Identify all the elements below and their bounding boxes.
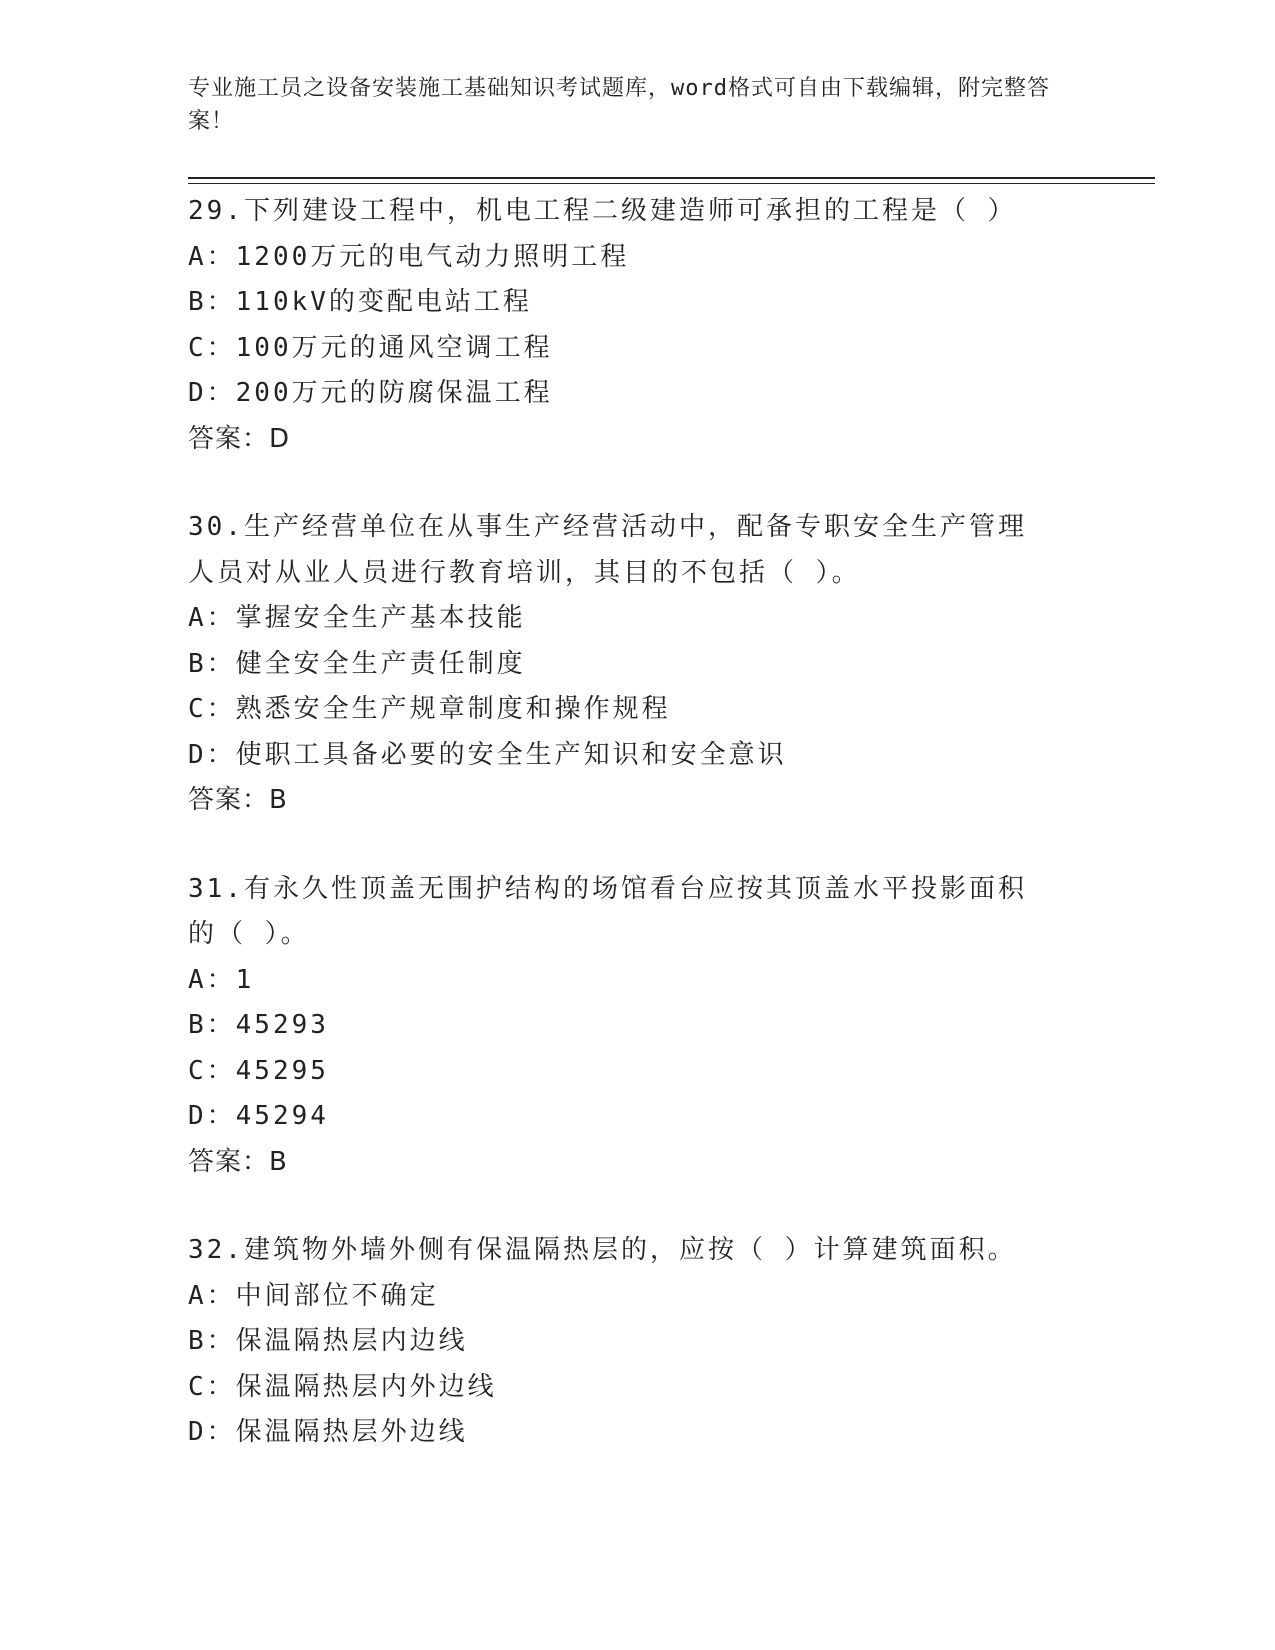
answer-line: 答案：B (188, 1146, 288, 1177)
option-b: B：45293 (188, 1010, 329, 1040)
answer-line: 答案：D (188, 423, 291, 454)
question-stem (188, 189, 1088, 235)
question-stem-text: 29.下列建设工程中，机电工程二级建造师可承担的工程是（ ） (188, 196, 1017, 226)
option-d: D：保温隔热层外边线 (188, 1417, 468, 1447)
option-c: C：45295 (188, 1055, 329, 1086)
document-header: 专业施工员之设备安装施工基础知识考试题库，word格式可自由下载编辑，附完整答案！ (188, 76, 1050, 134)
option-b: B：健全安全生产责任制度 (188, 648, 526, 679)
option-a: A：1 (188, 964, 255, 995)
option-a: A：掌握安全生产基本技能 (188, 603, 526, 633)
option-a: A：1200万元的电气动力照明工程 (188, 241, 630, 272)
question-stem-text: 30.生产经营单位在从事生产经营活动中，配备专职安全生产管理人员对从业人员进行教育培训，其目的不包括（ ）。 (188, 512, 1027, 588)
option-c: C：100万元的通风空调工程 (188, 332, 553, 363)
question-stem-text: 31.有永久性顶盖无围护结构的场馆看台应按其顶盖水平投影面积的（ ）。 (188, 873, 1027, 949)
option-c: C：熟悉安全生产规章制度和操作规程 (188, 694, 671, 724)
question-stem-text: 32.建筑物外墙外侧有保温隔热层的，应按（ ）计算建筑面积。 (188, 1235, 1017, 1265)
question-32 (188, 1228, 1088, 1456)
question-29 (188, 189, 1088, 462)
header-rule-thick (188, 177, 1155, 179)
option-d: D：200万元的防腐保温工程 (188, 378, 553, 408)
option-a: A：中间部位不确定 (188, 1280, 439, 1311)
option-b: B：110kV的变配电站工程 (188, 287, 532, 317)
question-stem (188, 1228, 1088, 1274)
option-c: C：保温隔热层内外边线 (188, 1371, 497, 1402)
question-stem (188, 867, 1088, 958)
option-b: B：保温隔热层内边线 (188, 1326, 468, 1356)
header-rule-thin (188, 183, 1155, 184)
question-31 (188, 867, 1088, 1186)
answer-line: 答案：B (188, 785, 288, 815)
question-list (188, 189, 1088, 1499)
option-d: D：使职工具备必要的安全生产知识和安全意识 (188, 739, 787, 770)
question-stem (188, 505, 1088, 596)
option-d: D：45294 (188, 1101, 329, 1131)
question-30 (188, 505, 1088, 824)
